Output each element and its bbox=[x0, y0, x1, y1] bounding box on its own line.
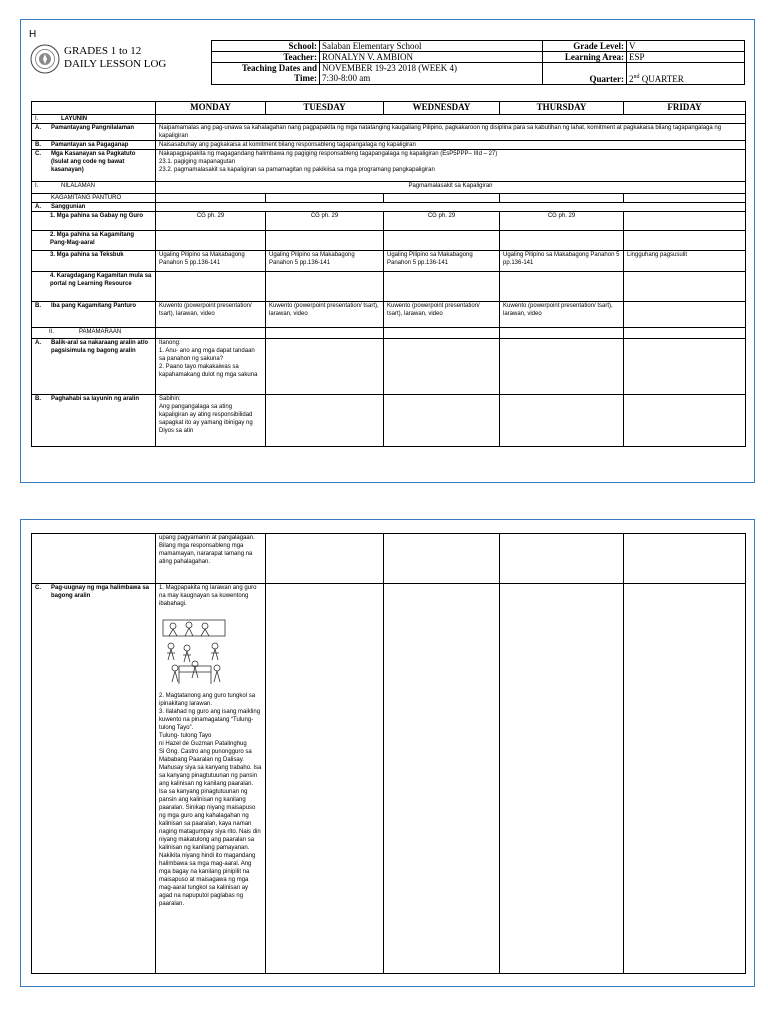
pag-uugnay-monday bbox=[156, 584, 266, 974]
pamantayan-sa-pagganap-text: Naisasabuhay ang pagkakaisa at komitment bilang responsableng tagapangalaga ng kapaligiran bbox=[156, 141, 746, 150]
row-pag-uugnay: C. Pag-uugnay ng mga halimbawa sa bagong aralin 1. Magpapakita ng larawan ang guro na may kaugnayan sa kuwentong ibabahagi. 2. Magtatanong ang guro tungkol sa ipinakitang larawan. 3. Ilalahad ng guro ang isang maikling kuwento na pinamagatang “Tulung- tulong Tayo”. Tulung- tulong Tayo ni Hazel de Guzman Patalinghug Si Gng. Castro ang punongguro sa Mababang Paaralan ng Dalisay. Mahusay siya sa kanyang trabaho. Isa sa kanyang pinagtutuunan ng pansin ang kalinisan ng kanilang paaralan. Isa sa kanyang pinagtutuunan ng pansin ang kalinisan ng kanilang paaralan. Sinikap niyang maisapuso ng mga guro ang kahalagahan ng kalinisan sa paaralan, kaya naman naging matagumpay siya rito. Nais din niyang makatulong ang paaralan sa kalinisan ng kanilang pamayanan. Nakikita niyang hindi ito magandang halimbawa sa mga mag-aaral. Ang mga bagay na kanilang pinipilit na maisapuso at maisagawa ng mga mag-aaral tungkol sa kalinisan ay agad na napuputol paglabas ng paaralan. bbox=[32, 584, 746, 974]
row-balik-aral: A. Balik-aral sa nakaraang aralin at/o pagsisimula ng bagong aralin Itanong: 1. Anu- ano ang mga dapat tandaan sa panahon ng sakuna? 2. Paano tayo makakaiwas sa kapahamakang dulot ng mga sakuna bbox=[32, 339, 746, 395]
pag-uugnay-step1: 1. Magpapakita ng larawan ang guro na may kaugnayan sa kuwentong ibabahagi. bbox=[159, 585, 257, 607]
row-paghahabi-continued bbox=[32, 534, 746, 584]
row-nilalaman: I. NILALAMAN Pagmamalasakit sa Kapaligiran bbox=[32, 182, 746, 194]
row-gabay-ng-guro: 1. Mga pahina sa Gabay ng Guro CG ph. 29 CG ph. 29 CG ph. 29 CG ph. 29 bbox=[32, 212, 746, 231]
teacher-value: RONALYN V. AMBION bbox=[320, 52, 543, 63]
row-kasanayan: C. Mga Kasanayan sa Pagkatuto (Isulat ang code ng bawat kasanayan) Nakapagpapakita ng magagandang halimbawa ng pagiging responsableng tagapangalaga ng kapaligiran (EsP5PPP– IIId – 27) 23.1. pagiging mapanagutan 23.2. pagmamalasakit sa kapaligiran sa pamamagitan ng pakikiisa sa mga programang pangkapaligiran bbox=[32, 150, 746, 182]
row-kagamitang-panturo: KAGAMITANG PANTURO bbox=[32, 194, 746, 203]
row-teksbuk: 3. Mga pahina sa Teksbuk Ugaling Pilipino sa Makabagong Panahon 5 pp.136-141 Ugaling Pilipino sa Makabagong Panahon 5 pp.136-141 Ugaling Pilipino sa Makabagong Panahon 5 pp.136-141 Ugaling Pilipino sa Makabagong Panahon 5 pp.136-141 Lingguhang pagsusulit bbox=[32, 251, 746, 272]
day-wednesday: WEDNESDAY bbox=[384, 102, 500, 115]
teksbuk-thursday: Ugaling Pilipino sa Makabagong Panahon 5 pp.136-141 bbox=[500, 251, 624, 272]
teksbuk-tuesday: Ugaling Pilipino sa Makabagong Panahon 5 pp.136-141 bbox=[266, 251, 384, 272]
dll-title-line2: DAILY LESSON LOG bbox=[64, 58, 167, 70]
gabay-thursday: CG ph. 29 bbox=[500, 212, 624, 231]
school-label: School: bbox=[212, 41, 320, 52]
quarter-label: Quarter: bbox=[543, 63, 627, 85]
pamantayang-pangnilalaman-text: Naipamamalas ang pag-unawa sa kahalagahan nang pagpapakita ng mga natatanging kaugaliang Pilipino, pagkakaroon ng disiplina para sa kabutihan ng lahat, komitment at pagkakaisa bilang tagapangalaga ng kapaligiran bbox=[156, 124, 746, 141]
row-iba-pang-kagamitan: B. Iba pang Kagamitang Panturo Kuwento (powerpoint presentation/ tsart), larawan, video Kuwento (powerpoint presentation/ tsart), larawan, video Kuwento (powerpoint presentation/ tsart), larawan, video Kuwento (powerpoint presentation/ tsart), larawan, video bbox=[32, 302, 746, 328]
pag-uugnay-story: 2. Magtatanong ang guro tungkol sa ipinakitang larawan. 3. Ilalahad ng guro ang isang maikling kuwento na pinamagatang “Tulung- tulong Tayo”. Tulung- tulong Tayo ni Hazel de Guzman Patalinghug Si Gng. Castro ang punongguro sa Mababang Paaralan ng Dalisay. Mahusay siya sa kanyang trabaho. Isa sa kanyang pinagtutuunan ng pansin ang kalinisan ng kanilang paaralan. Isa sa kanyang pinagtutuunan ng pansin ang kalinisan ng kanilang paaralan. Sinikap niyang maisapuso ng mga guro ang kahalagahan ng kalinisan sa paaralan, kaya naman naging matagumpay siya rito. Nais din niyang makatulong ang paaralan sa kalinisan ng kanilang pamayanan. Nakikita niyang hindi ito magandang halimbawa sa mga mag-aaral. Ang mga bagay na kanilang pinipilit na maisapuso at maisagawa ng mga mag-aaral tungkol sa kalinisan ay agad na napuputol paglabas ng paaralan. bbox=[159, 693, 262, 907]
school-value: Salaban Elementary School bbox=[320, 41, 543, 52]
row-pamamaraan: II. PAMAMARAAN bbox=[32, 328, 746, 339]
teaching-dates-label: Teaching Dates and Time: bbox=[212, 63, 320, 85]
balik-aral-monday: Itanong: 1. Anu- ano ang mga dapat tandaan sa panahon ng sakuna? 2. Paano tayo makakaiwas sa kapahamakang dulot ng mga sakuna bbox=[156, 339, 266, 395]
gabay-wednesday: CG ph. 29 bbox=[384, 212, 500, 231]
day-tuesday: TUESDAY bbox=[266, 102, 384, 115]
row-paghahabi: B. Paghahabi sa layunin ng aralin Sabihin: Ang pangangalaga sa ating kapaligiran ay ating responsibilidad sapagkat ito ay yamang ibinigay ng Diyos sa atin bbox=[32, 395, 746, 447]
iba-pang-tuesday: Kuwento (powerpoint presentation/ tsart), larawan, video bbox=[266, 302, 384, 328]
paghahabi-monday: Sabihin: Ang pangangalaga sa ating kapaligiran ay ating responsibilidad sapagkat ito ay yamang ibinigay ng Diyos sa atin bbox=[156, 395, 266, 447]
teksbuk-monday: Ugaling Pilipino sa Makabagong Panahon 5 pp.136-141 bbox=[156, 251, 266, 272]
iba-pang-thursday: Kuwento (powerpoint presentation/ tsart), larawan, video bbox=[500, 302, 624, 328]
day-friday: FRIDAY bbox=[624, 102, 746, 115]
page-1 bbox=[20, 19, 755, 483]
teacher-label: Teacher: bbox=[212, 52, 320, 63]
deped-seal-logo bbox=[30, 44, 60, 74]
row-kagamitang-mag-aaral: 2. Mga pahina sa Kagamitang Pang-Mag-aaral bbox=[32, 231, 746, 251]
dll-title-line1: GRADES 1 to 12 bbox=[64, 45, 142, 57]
iba-pang-wednesday: Kuwento (powerpoint presentation/ tsart), larawan, video bbox=[384, 302, 500, 328]
learning-area-label: Learning Area: bbox=[543, 52, 627, 63]
quarter-value: 2nd QUARTER bbox=[627, 63, 745, 85]
row-pamantayang-pangnilalaman: A. Pamantayang Pangnilalaman Naipamamalas ang pag-unawa sa kahalagahan nang pagpapakita ng mga natatanging kaugaliang Pilipino, pagkakaroon ng disiplina para sa kabutihan ng lahat, komitment at pagkakaisa bilang tagapangalaga ng kapaligiran bbox=[32, 124, 746, 141]
iba-pang-friday bbox=[624, 302, 746, 328]
gabay-friday bbox=[624, 212, 746, 231]
day-header-row bbox=[32, 102, 746, 115]
day-thursday: THURSDAY bbox=[500, 102, 624, 115]
row-sanggunian: A. Sanggunian bbox=[32, 203, 746, 212]
classroom-illustration-image bbox=[159, 612, 231, 688]
header-info-table bbox=[211, 40, 745, 85]
grade-level-label: Grade Level: bbox=[543, 41, 627, 52]
lesson-log-table bbox=[31, 101, 746, 447]
row-layunin: I. LAYUNIN bbox=[32, 115, 746, 124]
gabay-tuesday: CG ph. 29 bbox=[266, 212, 384, 231]
kasanayan-text: Nakapagpapakita ng magagandang halimbawa ng pagiging responsableng tagapangalaga ng kapaligiran (EsP5PPP– IIId – 27) 23.1. pagiging mapanagutan 23.2. pagmamalasakit sa kapaligiran sa pamamagitan ng pakikiisa sa mga programang pangkapaligiran bbox=[156, 150, 746, 182]
row-pamantayan-sa-pagganap: B. Pamantayan sa Pagaganap Naisasabuhay ang pagkakaisa at komitment bilang responsableng tagapangalaga ng kapaligiran bbox=[32, 141, 746, 150]
row-karagdagang-kagamitan: 4. Karagdagang Kagamitan mula sa portal ng Learning Resource bbox=[32, 272, 746, 302]
teaching-dates-value: NOVEMBER 19-23 2018 (WEEK 4) 7:30-8:00 am bbox=[320, 63, 543, 85]
grade-level-value: V bbox=[627, 41, 745, 52]
paghahabi-monday-continued: upang pagyamanin at pangalagaan. Bilang mga responsableng mga mamamayan, nararapat lamang na ating pahalagahan. bbox=[156, 534, 266, 584]
teksbuk-friday: Lingguhang pagsusulit bbox=[624, 251, 746, 272]
iba-pang-monday: Kuwento (powerpoint presentation/ tsart), larawan, video bbox=[156, 302, 266, 328]
page-2 bbox=[20, 519, 755, 987]
learning-area-value: ESP bbox=[627, 52, 745, 63]
day-monday: MONDAY bbox=[156, 102, 266, 115]
nilalaman-text: Pagmamalasakit sa Kapaligiran bbox=[156, 182, 746, 194]
corner-letter: H bbox=[29, 29, 37, 40]
gabay-monday: CG ph. 29 bbox=[156, 212, 266, 231]
teksbuk-wednesday: Ugaling Pilipino sa Makabagong Panahon 5 pp.136-141 bbox=[384, 251, 500, 272]
lesson-log-table-continued bbox=[31, 533, 746, 974]
